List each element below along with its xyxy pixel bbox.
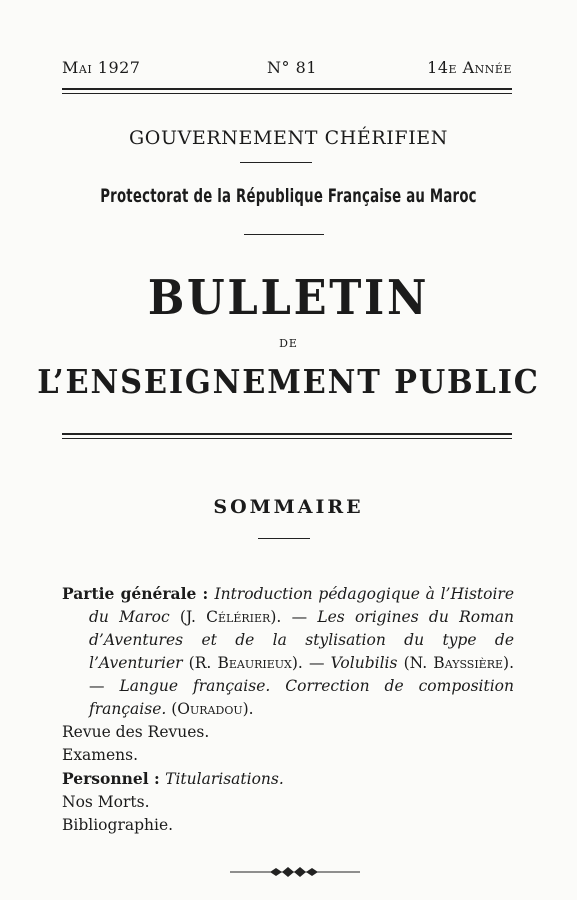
toc-article-author: N. Bayssière (409, 654, 504, 672)
protectorat-subtitle: Protectorat de la République Française au Maroc (100, 185, 477, 207)
toc-entry-morts: Nos Morts. (62, 793, 150, 811)
issue-number: N° 81 (267, 58, 317, 77)
toc-entry-examens: Examens. (62, 746, 139, 764)
toc-article-title: Langue française. Correction de composition française. (89, 677, 514, 718)
divider-rule (240, 162, 312, 163)
sommaire-heading: SOMMAIRE (213, 496, 364, 518)
gouvernement-title: GOUVERNEMENT CHÉRIFIEN (129, 127, 448, 149)
table-of-contents (62, 582, 514, 837)
bulletin-title: BULLETIN (147, 270, 430, 326)
fleuron-ornament (230, 866, 360, 878)
toc-article-title: Les origines du Roman d’Aventures et de la stylisation du type de l’Aventurier (89, 608, 514, 672)
toc-item-value: Titularisations. (165, 770, 284, 788)
toc-entry-partie-generale: Partie générale : Introduction pédagogique à l’Histoire du Maroc (J. Célérier). — Les origines du Roman d’Aventures et de la stylisation du type de l’Aventurier (R. Beaurieux). — Volubilis (N. Bayssière). — Langue française. Correction de composition française. (Ouradou). (62, 584, 515, 718)
toc-entry-revue: Revue des Revues. (62, 723, 210, 741)
title-connector: DE (279, 337, 298, 350)
toc-entry-personnel (62, 767, 514, 791)
divider-rule (258, 538, 310, 539)
toc-article-title: Volubilis (330, 654, 398, 672)
issue-year: 14e Année (427, 58, 512, 77)
enseignement-title: L’ENSEIGNEMENT PUBLIC (37, 362, 540, 401)
toc-article-title: Introduction pédagogique à l’Histoire du Maroc (89, 585, 514, 626)
header-double-rule (62, 88, 512, 94)
toc-entry-bibliographie: Bibliographie. (62, 816, 174, 834)
toc-article-author: J. Célérier (185, 608, 271, 626)
toc-article-author: R. Beaurieux (194, 654, 292, 672)
divider-rule (244, 234, 324, 235)
toc-article-author: Ouradou (177, 700, 243, 718)
header-row (62, 58, 512, 82)
toc-label: Personnel : (62, 769, 166, 788)
issue-month: Mai 1927 (62, 58, 141, 77)
toc-label: Partie générale : (62, 584, 215, 603)
masthead-double-rule (62, 433, 512, 439)
